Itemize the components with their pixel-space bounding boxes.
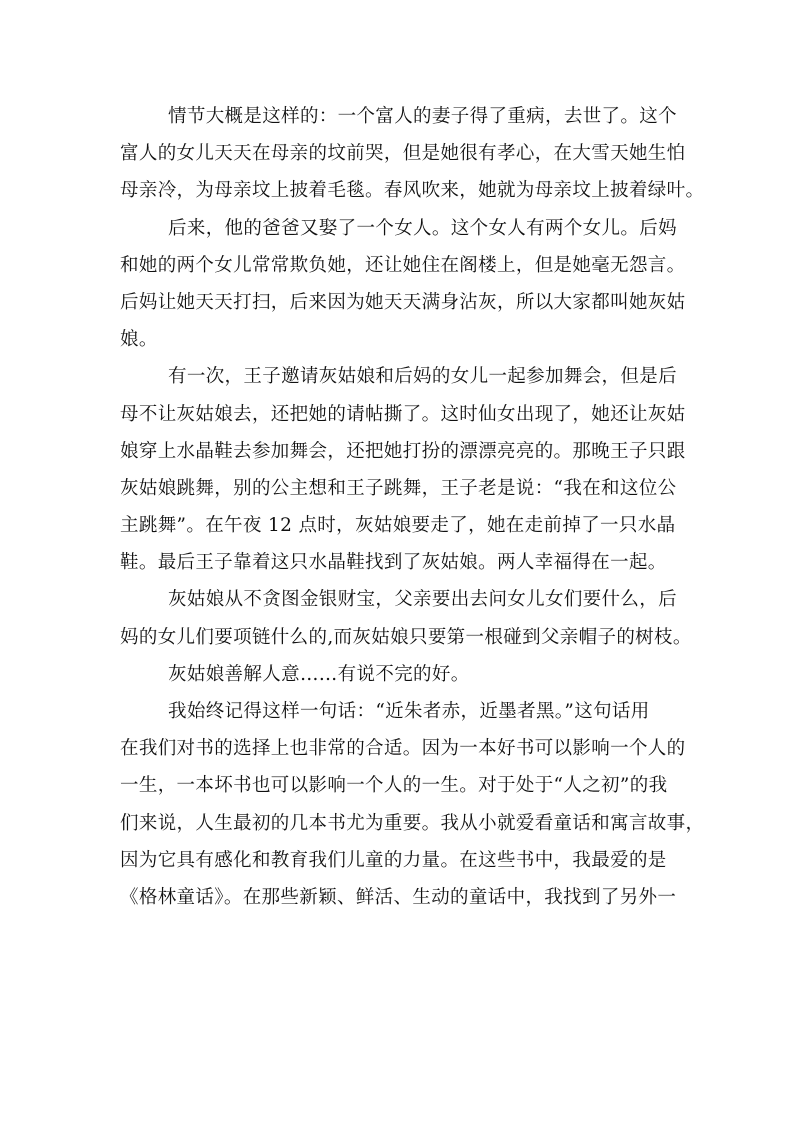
paragraph-line: 后妈让她天天打扫，后来因为她天天满身沾灰，所以大家都叫她灰姑 bbox=[120, 291, 686, 313]
paragraph-line: 和她的两个女儿常常欺负她，还让她住在阁楼上，但是她毫无怨言。 bbox=[120, 254, 686, 276]
paragraph-line: 鞋。最后王子靠着这只水晶鞋找到了灰姑娘。两人幸福得在一起。 bbox=[120, 552, 667, 574]
paragraph-line: 我始终记得这样一句话：“近朱者赤，近墨者黑。”这句话用 bbox=[168, 701, 650, 722]
paragraph-line: 因为它具有感化和教育我们儿童的力量。在这些书中，我最爱的是 bbox=[120, 849, 667, 871]
paragraph-line: 一生，一本坏书也可以影响一个人的一生。对于处于“人之初”的我 bbox=[120, 775, 668, 797]
paragraph-line: 后来，他的爸爸又娶了一个女人。这个女人有两个女儿。后妈 bbox=[168, 217, 677, 239]
paragraph-line: 妈的女儿们要项链什么的,而灰姑娘只要第一根碰到父亲帽子的树枝。 bbox=[120, 626, 692, 648]
paragraph-line: 娘穿上水晶鞋去参加舞会，还把她打扮的漂漂亮亮的。那晚王子只跟 bbox=[120, 440, 686, 462]
paragraph-line: 主跳舞”。在午夜 12 点时，灰姑娘要走了，她在走前掉了一只水晶 bbox=[120, 515, 676, 537]
paragraph-line: 母不让灰姑娘去，还把她的请帖撕了。这时仙女出现了，她还让灰姑 bbox=[120, 403, 686, 425]
paragraph-line: 娘。 bbox=[120, 329, 158, 351]
paragraph-line: 灰姑娘善解人意……有说不完的好。 bbox=[168, 663, 470, 685]
paragraph-line: 富人的女儿天天在母亲的坟前哭，但是她很有孝心，在大雪天她生怕 bbox=[120, 143, 686, 165]
paragraph-line: 母亲冷，为母亲坟上披着毛毯。春风吹来，她就为母亲坟上披着绿叶。 bbox=[120, 180, 705, 202]
paragraph-line: 们来说，人生最初的几本书尤为重要。我从小就爱看童话和寓言故事， bbox=[120, 812, 705, 834]
paragraph-line: 在我们对书的选择上也非常的合适。因为一本好书可以影响一个人的 bbox=[120, 738, 686, 760]
paragraph-line: 情节大概是这样的：一个富人的妻子得了重病，去世了。这个 bbox=[168, 106, 677, 127]
paragraph-line: 灰姑娘从不贪图金银财宝，父亲要出去问女儿女们要什么，后 bbox=[168, 589, 677, 611]
body-text bbox=[120, 98, 705, 916]
paragraph-line: 《格林童话》。在那些新颖、鲜活、生动的童话中，我找到了另外一 bbox=[120, 886, 677, 908]
paragraph-line: 有一次，王子邀请灰姑娘和后妈的女儿一起参加舞会，但是后 bbox=[168, 366, 677, 388]
paragraph-line: 灰姑娘跳舞，别的公主想和王子跳舞，王子老是说：“我在和这位公 bbox=[120, 477, 677, 499]
